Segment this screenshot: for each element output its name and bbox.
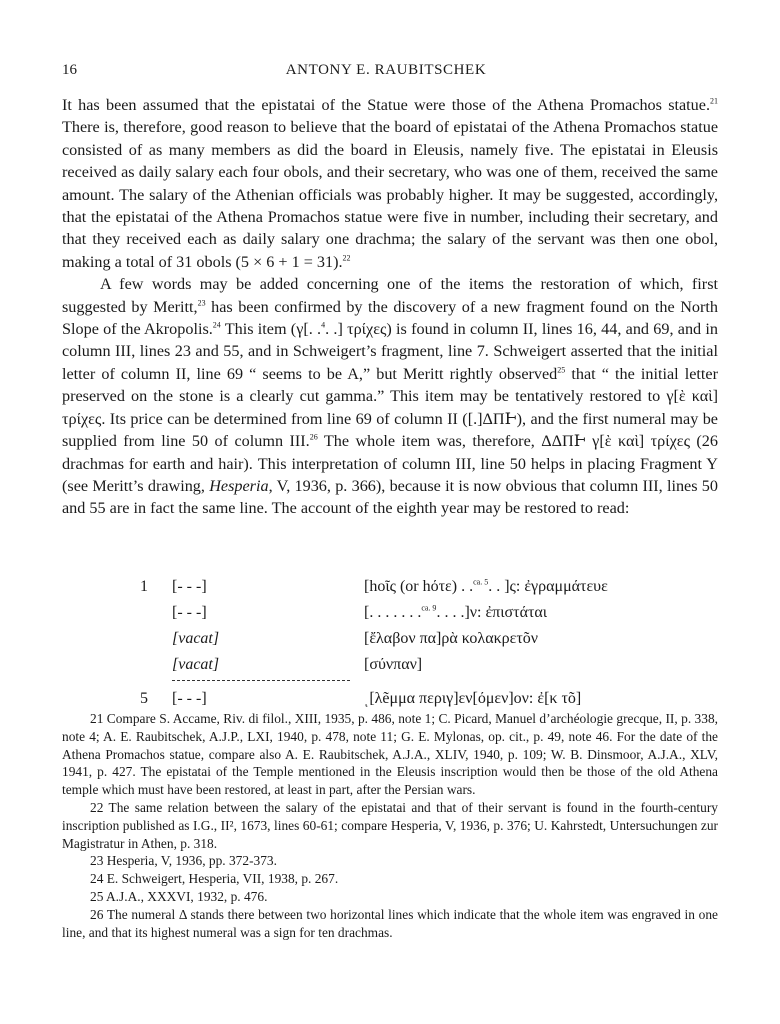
- paragraph-2: A few words may be added concerning one of the items the restoration of which, first suggested by Meritt,$^{23}$ has been confirmed by the discovery of a new fragment found on the North Slope of the Akropolis.$^{24}$ This item (γ[. .$^4$. .] τρίχες) is found in column II, lines 16, 44, and 69, and in column III, lines 23 and 55, and in Schweigert’s fragment, line 7. Schweigert asserted that the initial letter of column II, line 69 “ seems to be A,” but Meritt rightly observed$^{25}$ that “ the initial letter preserved on the stone is a clearly cut gamma.” This item may be tentatively restored to γ[ὲ καὶ] τρίχες. Its price can be determined from line 69 of column II ([.]ΔΠͰ), and the first numeral may be supplied from line 50 of column III.$^{26}$ The whole item was, therefore, ΔΔΠͰ γ[ὲ καὶ] τρίχες (26 drachmas for earth and hair). This interpretation of column III, line 50 helps in placing Fragment Y (see Meritt’s drawing, Hesperia, V, 1936, p. 366), because it is now obvious that column III, lines 50 and 55 are in fact the same line. The account of the eighth year may be restored to read:: [62, 275, 718, 518]
- footnote-22: 22 The same relation between the salary of the epistatai and that of their servant is found in the fourth-century inscription published as I.G., II², 1673, lines 60-61; compare Hesperia, V, 1936, p. 376; U. Kahrstedt, Untersuchungen zur Magistratur in Athen, p. 318.: [62, 799, 718, 851]
- running-head: ANTONY E. RAUBITSCHEK: [285, 62, 487, 78]
- inscription-line: [vacat] [ἔλαβον πα]ρὰ κολακρετõν: [172, 630, 538, 647]
- page-number: 16: [62, 62, 77, 78]
- dashed-divider: [172, 680, 350, 681]
- inscription-line: [- - -] [. . . . . . .$^{ca. 9}$. . . .]ν: ἐπιστάται: [172, 603, 548, 621]
- footnote-ref[interactable]: 24: [212, 320, 221, 330]
- inscription-block: [140, 574, 640, 712]
- footnote-ref[interactable]: 25: [557, 365, 566, 375]
- footnote-ref[interactable]: 26: [309, 432, 318, 442]
- footnote-21: 21 Compare S. Accame, Riv. di filol., XIII, 1935, p. 486, note 1; C. Picard, Manuel d’archéologie grecque, II, p. 338, note 4; A. E. Raubitschek, A.J.P., LXI, 1940, p. 478, note 11; G. E. Mylonas, op. cit., p. 49, note 46. For the date of the Athena Promachos statue, compare also A. E. Raubitschek, A.J.A., XLIV, 1940, p. 109; W. B. Dinsmoor, A.J.A., XLV, 1941, p. 427. The epistatai of the Temple mentioned in the Eleusis inscription would then be those of the old Athena temple which must have been restored, at least in part, after the Persian wars.: [62, 711, 718, 798]
- footnote-ref[interactable]: 22: [342, 253, 351, 263]
- footnote-ref[interactable]: 23: [197, 298, 206, 308]
- footnote-24: 24 E. Schweigert, Hesperia, VII, 1938, p. 267.: [90, 871, 339, 887]
- footnote-26: 26 The numeral Δ stands there between two horizontal lines which indicate that the whole item was engraved in one line, and that its highest numeral was a sign for ten drachmas.: [62, 906, 718, 940]
- inscription-line: [vacat] [σύνπαν]: [172, 656, 423, 673]
- footnote-23: 23 Hesperia, V, 1936, pp. 372-373.: [90, 853, 277, 869]
- inscription-line: 1 [- - -] [hoῖς (or hότε) . .$^{ca. 5}$. . ]ς: ἐγραμμάτευε: [140, 577, 608, 595]
- page-header: [62, 62, 710, 86]
- footnotes: [62, 710, 718, 941]
- paragraph-1: It has been assumed that the epistatai of the Statue were those of the Athena Promachos statue.$^{21}$ There is, therefore, good reason to believe that the board of epistatai of the Athena Promachos statue consisted of as many members as did the board in Eleusis, namely five. The epistatai in Eleusis received as daily salary each four obols, and their secretary, who was one of them, received the same amount. The salary of the Athenian officials was probably higher. It may be suggested, accordingly, that the epistatai of the Athena Promachos statue were five in number, including their secretary, and that they received each as daily salary one drachma; the salary of the servant was then one obol, making a total of 31 obols (5 × 6 + 1 = 31).$^{22}$: [62, 96, 718, 271]
- main-text: [62, 94, 718, 520]
- footnote-25: 25 A.J.A., XXXVI, 1932, p. 476.: [90, 888, 268, 904]
- inscription-line: 5 [- - -] ͺ[λẽμμα περιγ]εν[όμεν]ον: ἐ[κ τõ]: [140, 690, 582, 707]
- footnote-ref[interactable]: 21: [710, 96, 718, 106]
